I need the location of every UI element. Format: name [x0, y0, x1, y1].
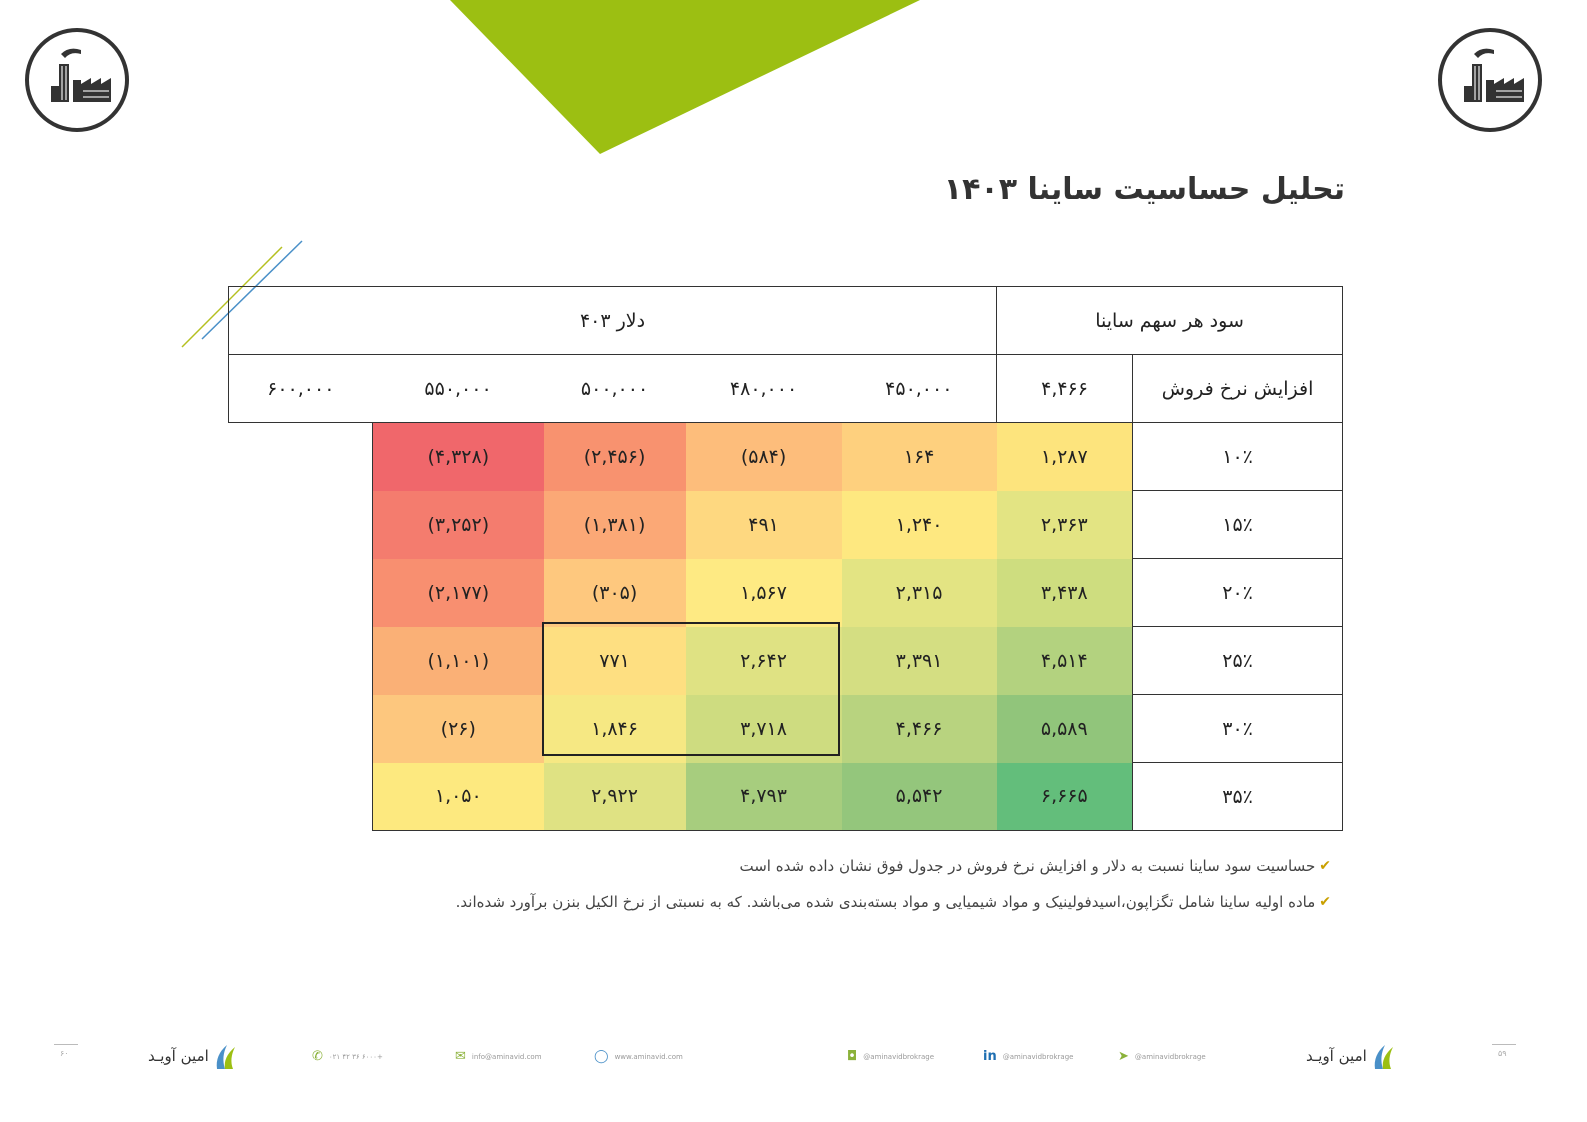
table-cell: ۱۶۴	[842, 423, 997, 491]
telegram-icon: ➤	[1118, 1049, 1129, 1064]
page-number-right: ۵۹	[1498, 1049, 1507, 1058]
column-header: ۵۵۰,۰۰۰	[373, 355, 544, 423]
phone-text: ۰۲۱ ۴۲ ۳۶ ۶۰۰۰+	[328, 1052, 383, 1061]
linkedin-text: @aminavidbrokrage	[1002, 1052, 1074, 1061]
row-label: ۱۵٪	[1133, 491, 1343, 559]
sensitivity-table	[228, 286, 1343, 831]
table-cell: ۶,۶۶۵	[997, 763, 1133, 831]
table-cell: ۵,۵۸۹	[997, 695, 1133, 763]
table-cell: ۴۹۱	[686, 491, 842, 559]
check-icon: ✔	[1319, 858, 1331, 874]
telegram-text: @aminavidbrokrage	[1134, 1052, 1206, 1061]
table-cell: ۱,۸۴۶	[544, 695, 686, 763]
footer-email[interactable]	[455, 1049, 542, 1064]
footer-phone[interactable]	[312, 1049, 383, 1064]
table-cell: ۲,۳۶۳	[997, 491, 1133, 559]
notes	[456, 848, 1331, 920]
brand-mark-icon	[213, 1041, 237, 1071]
table-row	[229, 627, 1343, 695]
corner-label: سود هر سهم ساینا	[997, 287, 1343, 355]
column-header: ۶۰۰,۰۰۰	[229, 355, 373, 423]
footer-website[interactable]	[594, 1049, 683, 1064]
factory-logo-right	[1438, 28, 1542, 132]
mouse-icon: ◯	[594, 1049, 609, 1064]
base-value: ۴,۴۶۶	[997, 355, 1133, 423]
website-text: www.aminavid.com	[614, 1052, 683, 1061]
table-cell: ۵,۵۴۲	[842, 763, 997, 831]
column-group-label: دلار ۴۰۳	[229, 287, 997, 355]
table-cell: (۴,۳۲۸)	[373, 423, 544, 491]
email-text: info@aminavid.com	[471, 1052, 542, 1061]
table-cell: (۳۰۵)	[544, 559, 686, 627]
table-row	[229, 491, 1343, 559]
brand-logo-right	[1306, 1041, 1395, 1071]
table-row	[229, 695, 1343, 763]
table-cell: (۱,۱۰۱)	[373, 627, 544, 695]
row-label: ۱۰٪	[1133, 423, 1343, 491]
footer-telegram[interactable]	[1118, 1049, 1206, 1064]
table-cell: (۲,۱۷۷)	[373, 559, 544, 627]
table-cell: ۱,۵۶۷	[686, 559, 842, 627]
table-cell: ۴,۷۹۳	[686, 763, 842, 831]
footer-linkedin[interactable]	[983, 1049, 1073, 1064]
table-cell: ۱,۲۴۰	[842, 491, 997, 559]
table-cell: ۳,۳۹۱	[842, 627, 997, 695]
decorative-green-triangle	[0, 0, 1587, 160]
row-label: ۳۵٪	[1133, 763, 1343, 831]
table-cell: ۱,۲۸۷	[997, 423, 1133, 491]
row-label: ۲۵٪	[1133, 627, 1343, 695]
column-header: ۴۵۰,۰۰۰	[842, 355, 997, 423]
instagram-text: @aminavidbrokrage	[863, 1052, 935, 1061]
row-group-label: افزایش نرخ فروش	[1133, 355, 1343, 423]
table-cell: (۵۸۴)	[686, 423, 842, 491]
row-label: ۳۰٪	[1133, 695, 1343, 763]
instagram-icon: ◘	[847, 1049, 858, 1064]
page-number-left: ۶۰	[60, 1049, 69, 1058]
table-cell: ۷۷۱	[544, 627, 686, 695]
table-cell: (۲,۴۵۶)	[544, 423, 686, 491]
table-cell: ۲,۳۱۵	[842, 559, 997, 627]
envelope-icon: ✉	[455, 1049, 466, 1064]
table-row	[229, 763, 1343, 831]
table-cell: ۲,۹۲۲	[544, 763, 686, 831]
note-text: ماده اولیه ساینا شامل تگزاپون،اسیدفولینیک و مواد شیمیایی و مواد بسته‌بندی شده می‌باشد. که به نسبتی از نرخ الکیل بنزن برآورد شده‌اند.	[455, 893, 1316, 911]
brand-name: امین آویـد	[1306, 1047, 1367, 1065]
factory-icon	[29, 32, 125, 128]
note-text: حساسیت سود ساینا نسبت به دلار و افزایش نرخ فروش در جدول فوق نشان داده شده است	[739, 857, 1316, 875]
factory-icon	[1442, 32, 1538, 128]
table-cell: (۱,۳۸۱)	[544, 491, 686, 559]
factory-logo-left	[25, 28, 129, 132]
footer-instagram[interactable]	[847, 1049, 934, 1064]
table-cell: ۱,۰۵۰	[373, 763, 544, 831]
table-cell: (۳,۲۵۲)	[373, 491, 544, 559]
footer	[0, 1035, 1587, 1085]
table-cell: ۳,۴۳۸	[997, 559, 1133, 627]
linkedin-icon: in	[983, 1049, 997, 1064]
row-label: ۲۰٪	[1133, 559, 1343, 627]
phone-icon: ✆	[312, 1049, 323, 1064]
check-icon: ✔	[1319, 894, 1331, 910]
table-cell: ۴,۵۱۴	[997, 627, 1133, 695]
page-title: تحلیل حساسیت ساینا ۱۴۰۳	[943, 172, 1345, 207]
brand-mark-icon	[1371, 1041, 1395, 1071]
table-row	[229, 559, 1343, 627]
note-item	[456, 884, 1331, 920]
table-row	[229, 423, 1343, 491]
column-header: ۴۸۰,۰۰۰	[686, 355, 842, 423]
table-cell: (۲۶)	[373, 695, 544, 763]
brand-name: امین آویـد	[148, 1047, 209, 1065]
table-cell: ۲,۶۴۲	[686, 627, 842, 695]
brand-logo-left	[148, 1041, 237, 1071]
table-cell: ۳,۷۱۸	[686, 695, 842, 763]
table-cell: ۴,۴۶۶	[842, 695, 997, 763]
note-item	[456, 848, 1331, 884]
column-header: ۵۰۰,۰۰۰	[544, 355, 686, 423]
